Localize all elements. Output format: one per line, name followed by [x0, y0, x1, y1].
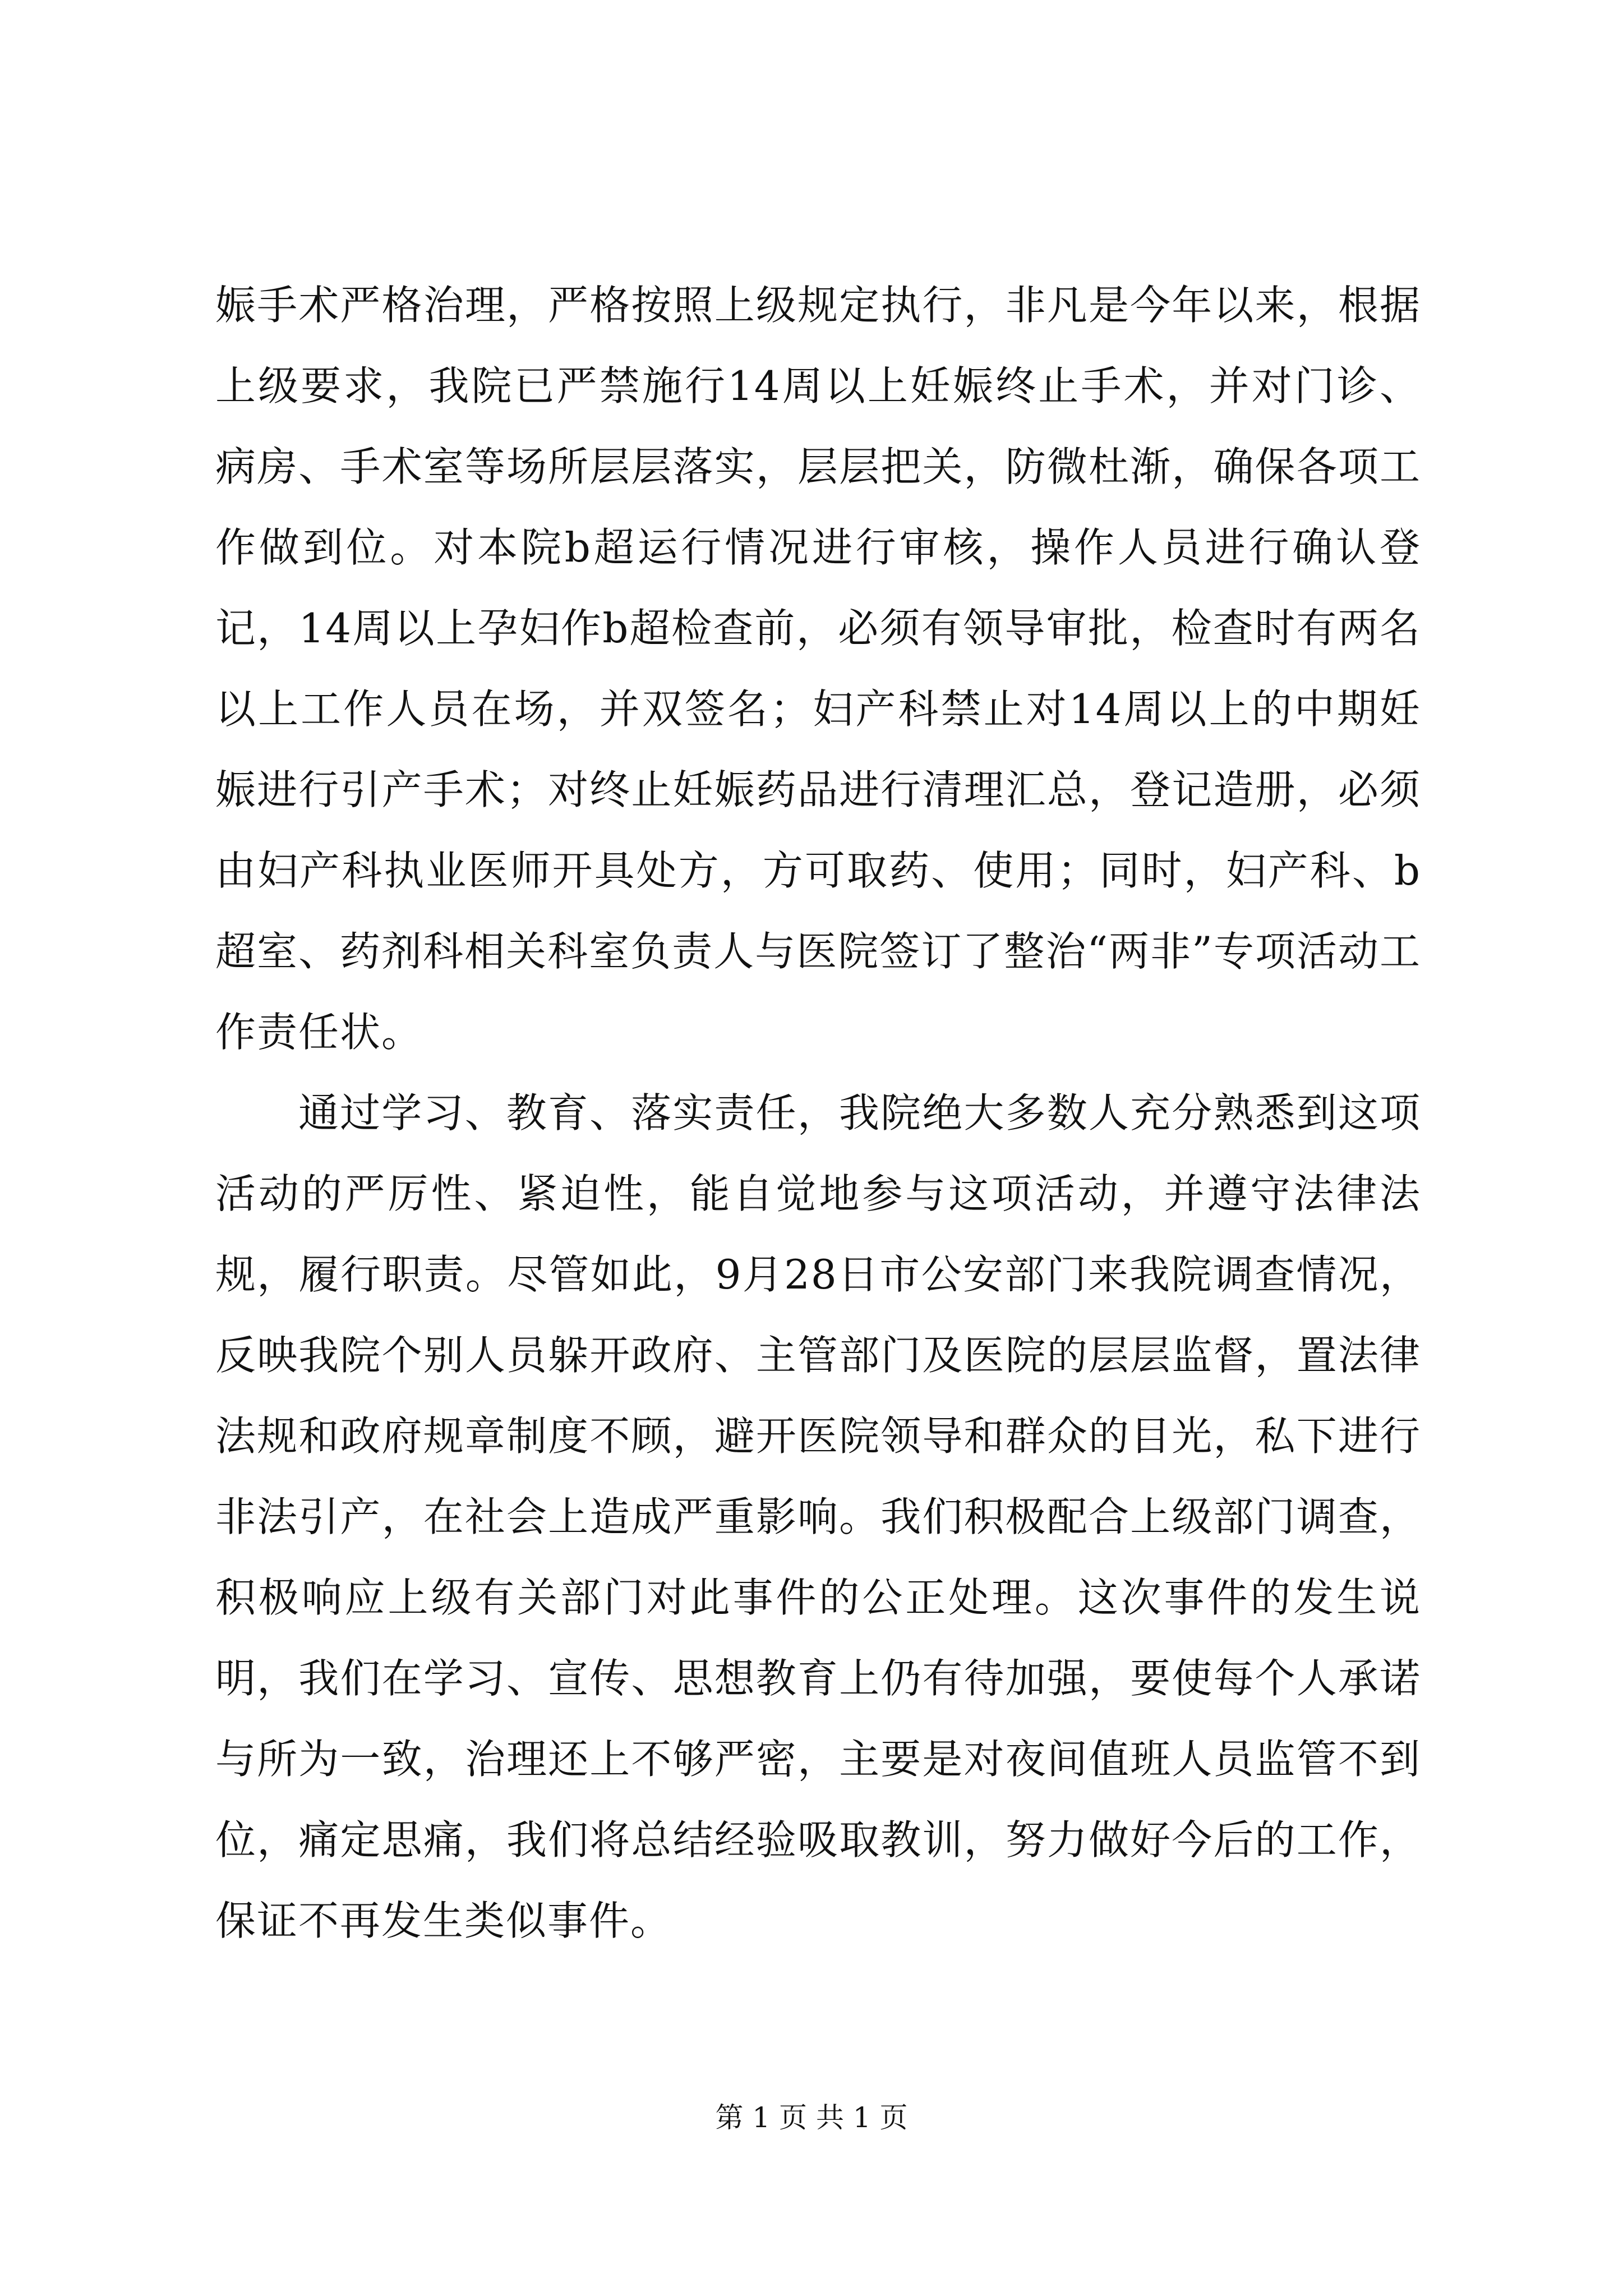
- page-number-footer: 第 1 页 共 1 页: [715, 2101, 908, 2134]
- document-body: [215, 265, 1421, 1961]
- paragraph-2: 通过学习、教育、落实责任，我院绝大多数人充分熟悉到这项活动的严厉性、紧迫性，能自觉地参与这项活动，并遵守法律法规，履行职责。尽管如此，9月28日市公安部门来我院调查情况，反映我院个别人员躲开政府、主管部门及医院的层层监督，置法律法规和政府规章制度不顾，避开医院领导和群众的目光，私下进行非法引产，在社会上造成严重影响。我们积极配合上级部门调查，积极响应上级有关部门对此事件的公正处理。这次事件的发生说明，我们在学习、宣传、思想教育上仍有待加强，要使每个人承诺与所为一致，治理还上不够严密，主要是对夜间值班人员监管不到位，痛定思痛，我们将总结经验吸取教训，努力做好今后的工作，保证不再发生类似事件。: [215, 1089, 1421, 1944]
- paragraph-1: 娠手术严格治理，严格按照上级规定执行，非凡是今年以来，根据上级要求，我院已严禁施行14周以上妊娠终止手术，并对门诊、病房、手术室等场所层层落实，层层把关，防微杜渐，确保各项工作做到位。对本院b超运行情况进行审核，操作人员进行确认登记，14周以上孕妇作b超检查前，必须有领导审批，检查时有两名以上工作人员在场，并双签名；妇产科禁止对14周以上的中期妊娠进行引产手术；对终止妊娠药品进行清理汇总，登记造册，必须由妇产科执业医师开具处方，方可取药、使用；同时，妇产科、b超室、药剂科相关科室负责人与医院签订了整治“两非”专项活动工作责任状。: [215, 282, 1421, 1056]
